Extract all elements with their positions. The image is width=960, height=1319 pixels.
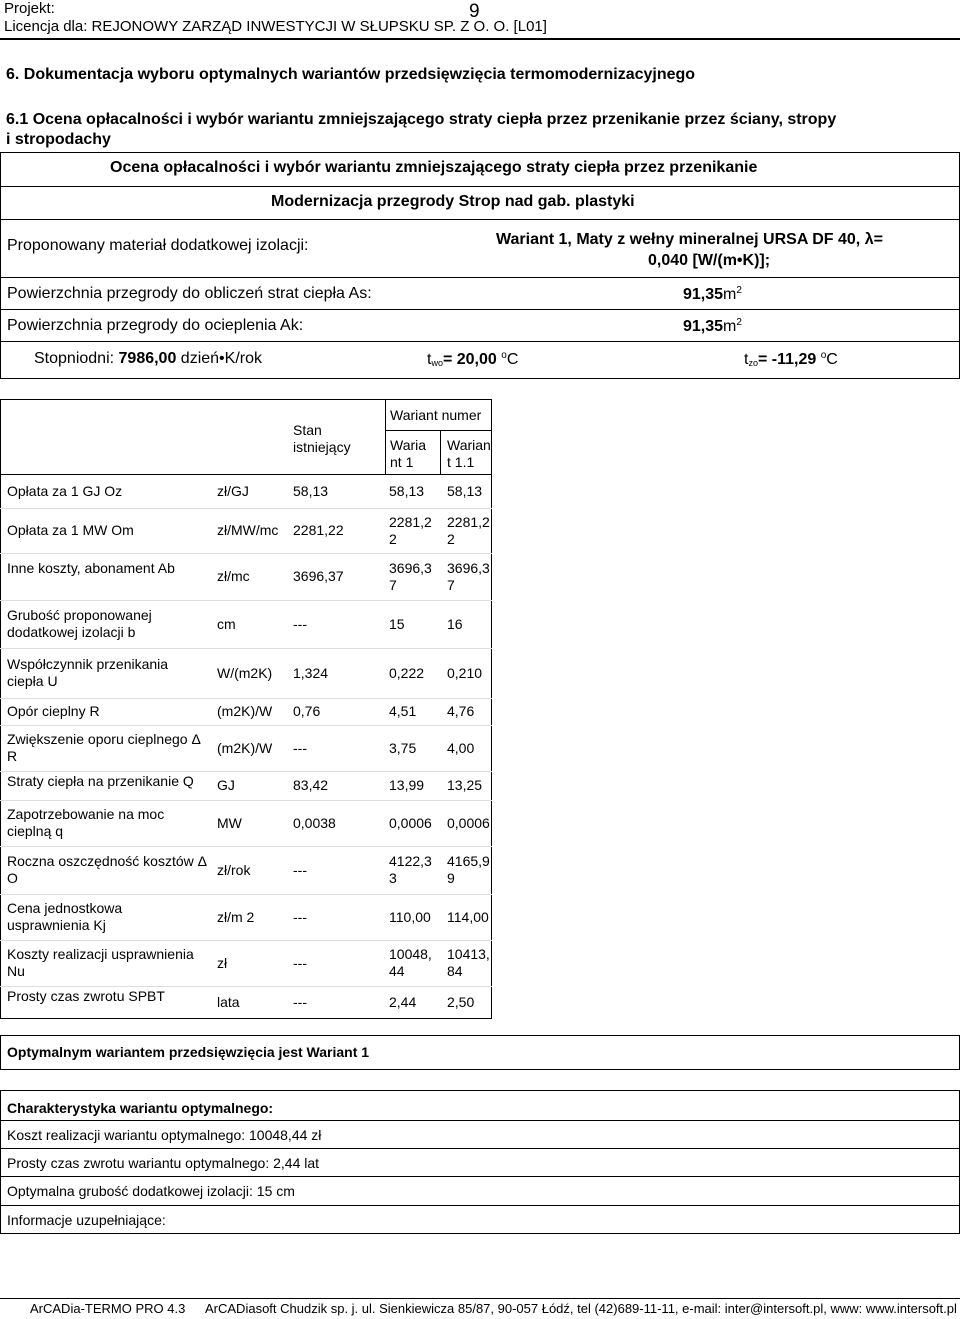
project-label: Projekt:	[4, 0, 55, 17]
cell-existing: 2281,22	[293, 522, 344, 538]
row-label: Straty ciepła na przenikanie Q	[7, 773, 194, 789]
area-ak-value: $91,35m^2$	[683, 317, 742, 335]
cell-v1: 4,51	[389, 703, 417, 719]
col-variant-group-header: Wariant numer	[390, 407, 482, 423]
cell-v2: 4,00	[447, 739, 475, 756]
cell-unit: lata	[217, 994, 240, 1010]
cell-existing: 83,42	[293, 777, 329, 793]
col-existing-header: Stan istniejący	[293, 422, 351, 455]
cell-existing: ---	[293, 954, 307, 971]
cell-unit: zł	[217, 954, 228, 971]
row-label: Roczna oszczędność kosztów Δ O	[7, 853, 207, 886]
page-number: 9	[469, 1, 480, 22]
area-as-label: Powierzchnia przegrody do obliczeń strat ciepła As:	[7, 285, 372, 302]
cell-v2: 13,25	[447, 777, 483, 793]
cell-existing: ---	[293, 861, 307, 878]
cell-v1: 2281,2 2	[389, 513, 432, 547]
material-value-line1: Wariant 1, Maty z wełny mineralnej URSA DF 40, λ=	[496, 231, 883, 248]
cell-v1: 110,00	[389, 908, 431, 925]
cell-v2: 2281,2 2	[447, 513, 490, 547]
cell-v2: 0,0006	[447, 814, 490, 831]
cell-v2: 0,210	[447, 664, 483, 681]
cell-v2: 58,13	[447, 482, 483, 499]
cell-v2: 2,50	[447, 994, 475, 1010]
cell-v1: 0,0006	[389, 814, 432, 831]
external-temp: $t_{zo}= -11,29$ $^o$C	[744, 350, 838, 368]
material-label: Proponowany materiał dodatkowej izolacji:	[7, 237, 309, 254]
cell-existing: ---	[293, 615, 307, 632]
col-v2-header: Warian t 1.1	[447, 437, 491, 470]
degree-days: Stopniodni: 7986,00 dzień•K/rok	[34, 350, 262, 367]
row-label: Współczynnik przenikania ciepła U	[7, 656, 169, 689]
cell-v2: 4,76	[447, 703, 475, 719]
cell-existing: 0,76	[293, 703, 321, 719]
cell-unit: zł/mc	[217, 568, 250, 584]
cell-existing: ---	[293, 994, 307, 1010]
cell-existing: 0,0038	[293, 814, 336, 831]
cell-existing: ---	[293, 908, 307, 925]
subsection-title-line2: i stropodachy	[6, 131, 111, 148]
row-label: Cena jednostkowa usprawnienia Kj	[7, 900, 123, 933]
license-line: Licencja dla: REJONOWY ZARZĄD INWESTYCJI W SŁUPSKU SP. Z O. O. [L01]	[4, 18, 547, 35]
cell-v1: 2,44	[389, 994, 417, 1010]
additional-info: Informacje uzupełniające:	[7, 1212, 166, 1228]
cell-v2: 10413, 84	[447, 946, 490, 979]
row-label: Zwiększenie oporu cieplnego Δ R	[7, 731, 201, 764]
cell-unit: MW	[217, 814, 242, 831]
material-value-line2: 0,040 [W/(m•K)];	[648, 252, 771, 269]
section-title: 6. Dokumentacja wyboru optymalnych wariantów przedsięwzięcia termomodernizacyjnego	[6, 66, 696, 83]
cell-unit: (m2K)/W	[217, 739, 273, 756]
area-as-value: $91,35m^2$	[683, 285, 742, 303]
cell-unit: zł/m 2	[217, 908, 255, 925]
cell-v1: 3,75	[389, 739, 417, 756]
cell-v1: 3696,3 7	[389, 559, 432, 593]
row-label: Inne koszty, abonament Ab	[7, 559, 175, 576]
row-label: Opór cieplny R	[7, 703, 100, 719]
cell-v2: 16	[447, 615, 463, 632]
cell-v1: 0,222	[389, 664, 425, 681]
optimal-cost: Koszt realizacji wariantu optymalnego: 10048,44 zł	[7, 1127, 322, 1143]
cell-v1: 4122,3 3	[389, 853, 432, 886]
cell-existing: 58,13	[293, 482, 329, 499]
cell-unit: GJ	[217, 777, 235, 793]
row-label: Prosty czas zwrotu SPBT	[7, 988, 165, 1004]
optimal-thickness: Optymalna grubość dodatkowej izolacji: 15 cm	[7, 1183, 295, 1199]
cell-unit: zł/MW/mc	[217, 522, 279, 538]
footer-software: ArCADia-TERMO PRO 4.3	[30, 1301, 186, 1316]
header-rule	[0, 38, 960, 40]
row-label: Opłata za 1 MW Om	[7, 522, 134, 538]
col-v1-header: Waria nt 1	[390, 437, 427, 470]
cell-v2: 3696,3 7	[447, 559, 490, 593]
characteristics-heading: Charakterystyka wariantu optymalnego:	[7, 1100, 274, 1116]
cell-v2: 4165,9 9	[447, 853, 490, 886]
summary-heading: Ocena opłacalności i wybór wariantu zmniejszającego straty ciepła przez przenikanie	[110, 159, 758, 176]
row-label: Koszty realizacji usprawnienia Nu	[7, 946, 194, 979]
optimal-payback: Prosty czas zwrotu wariantu optymalnego: 2,44 lat	[7, 1155, 320, 1171]
internal-temp: $t_{wo}= 20,00$ $^o$C	[427, 350, 519, 368]
cell-v2: 114,00	[447, 908, 489, 925]
cell-unit: W/(m2K)	[217, 664, 273, 681]
cell-v1: 58,13	[389, 482, 425, 499]
row-label: Grubość proponowanej dodatkowej izolacji b	[7, 607, 152, 640]
cell-unit: zł/GJ	[217, 482, 249, 499]
cell-v1: 10048, 44	[389, 946, 432, 979]
cell-existing: 3696,37	[293, 568, 344, 584]
partition-name: Modernizacja przegrody Strop nad gab. plastyki	[271, 193, 635, 210]
cell-v1: 15	[389, 615, 405, 632]
optimal-statement: Optymalnym wariantem przedsięwzięcia jest Wariant 1	[7, 1044, 370, 1060]
cell-unit: zł/rok	[217, 861, 251, 878]
cell-existing: 1,324	[293, 664, 329, 681]
row-label: Zapotrzebowanie na moc cieplną q	[7, 806, 165, 839]
cell-unit: (m2K)/W	[217, 703, 273, 719]
cell-existing: ---	[293, 739, 307, 756]
row-label: Opłata za 1 GJ Oz	[7, 482, 123, 499]
area-ak-label: Powierzchnia przegrody do ocieplenia Ak:	[7, 317, 304, 334]
footer-company: ArCADiasoft Chudzik sp. j. ul. Sienkiewicza 85/87, 90-057 Łódź, tel (42)689-11-11, e-mail: inter@intersoft.pl, www: www.intersoft.pl	[205, 1301, 957, 1316]
cell-unit: cm	[217, 615, 236, 632]
subsection-title-line1: 6.1 Ocena opłacalności i wybór wariantu zmniejszającego straty ciepła przez przenikanie przez ściany, stropy	[6, 111, 837, 128]
cell-v1: 13,99	[389, 777, 425, 793]
